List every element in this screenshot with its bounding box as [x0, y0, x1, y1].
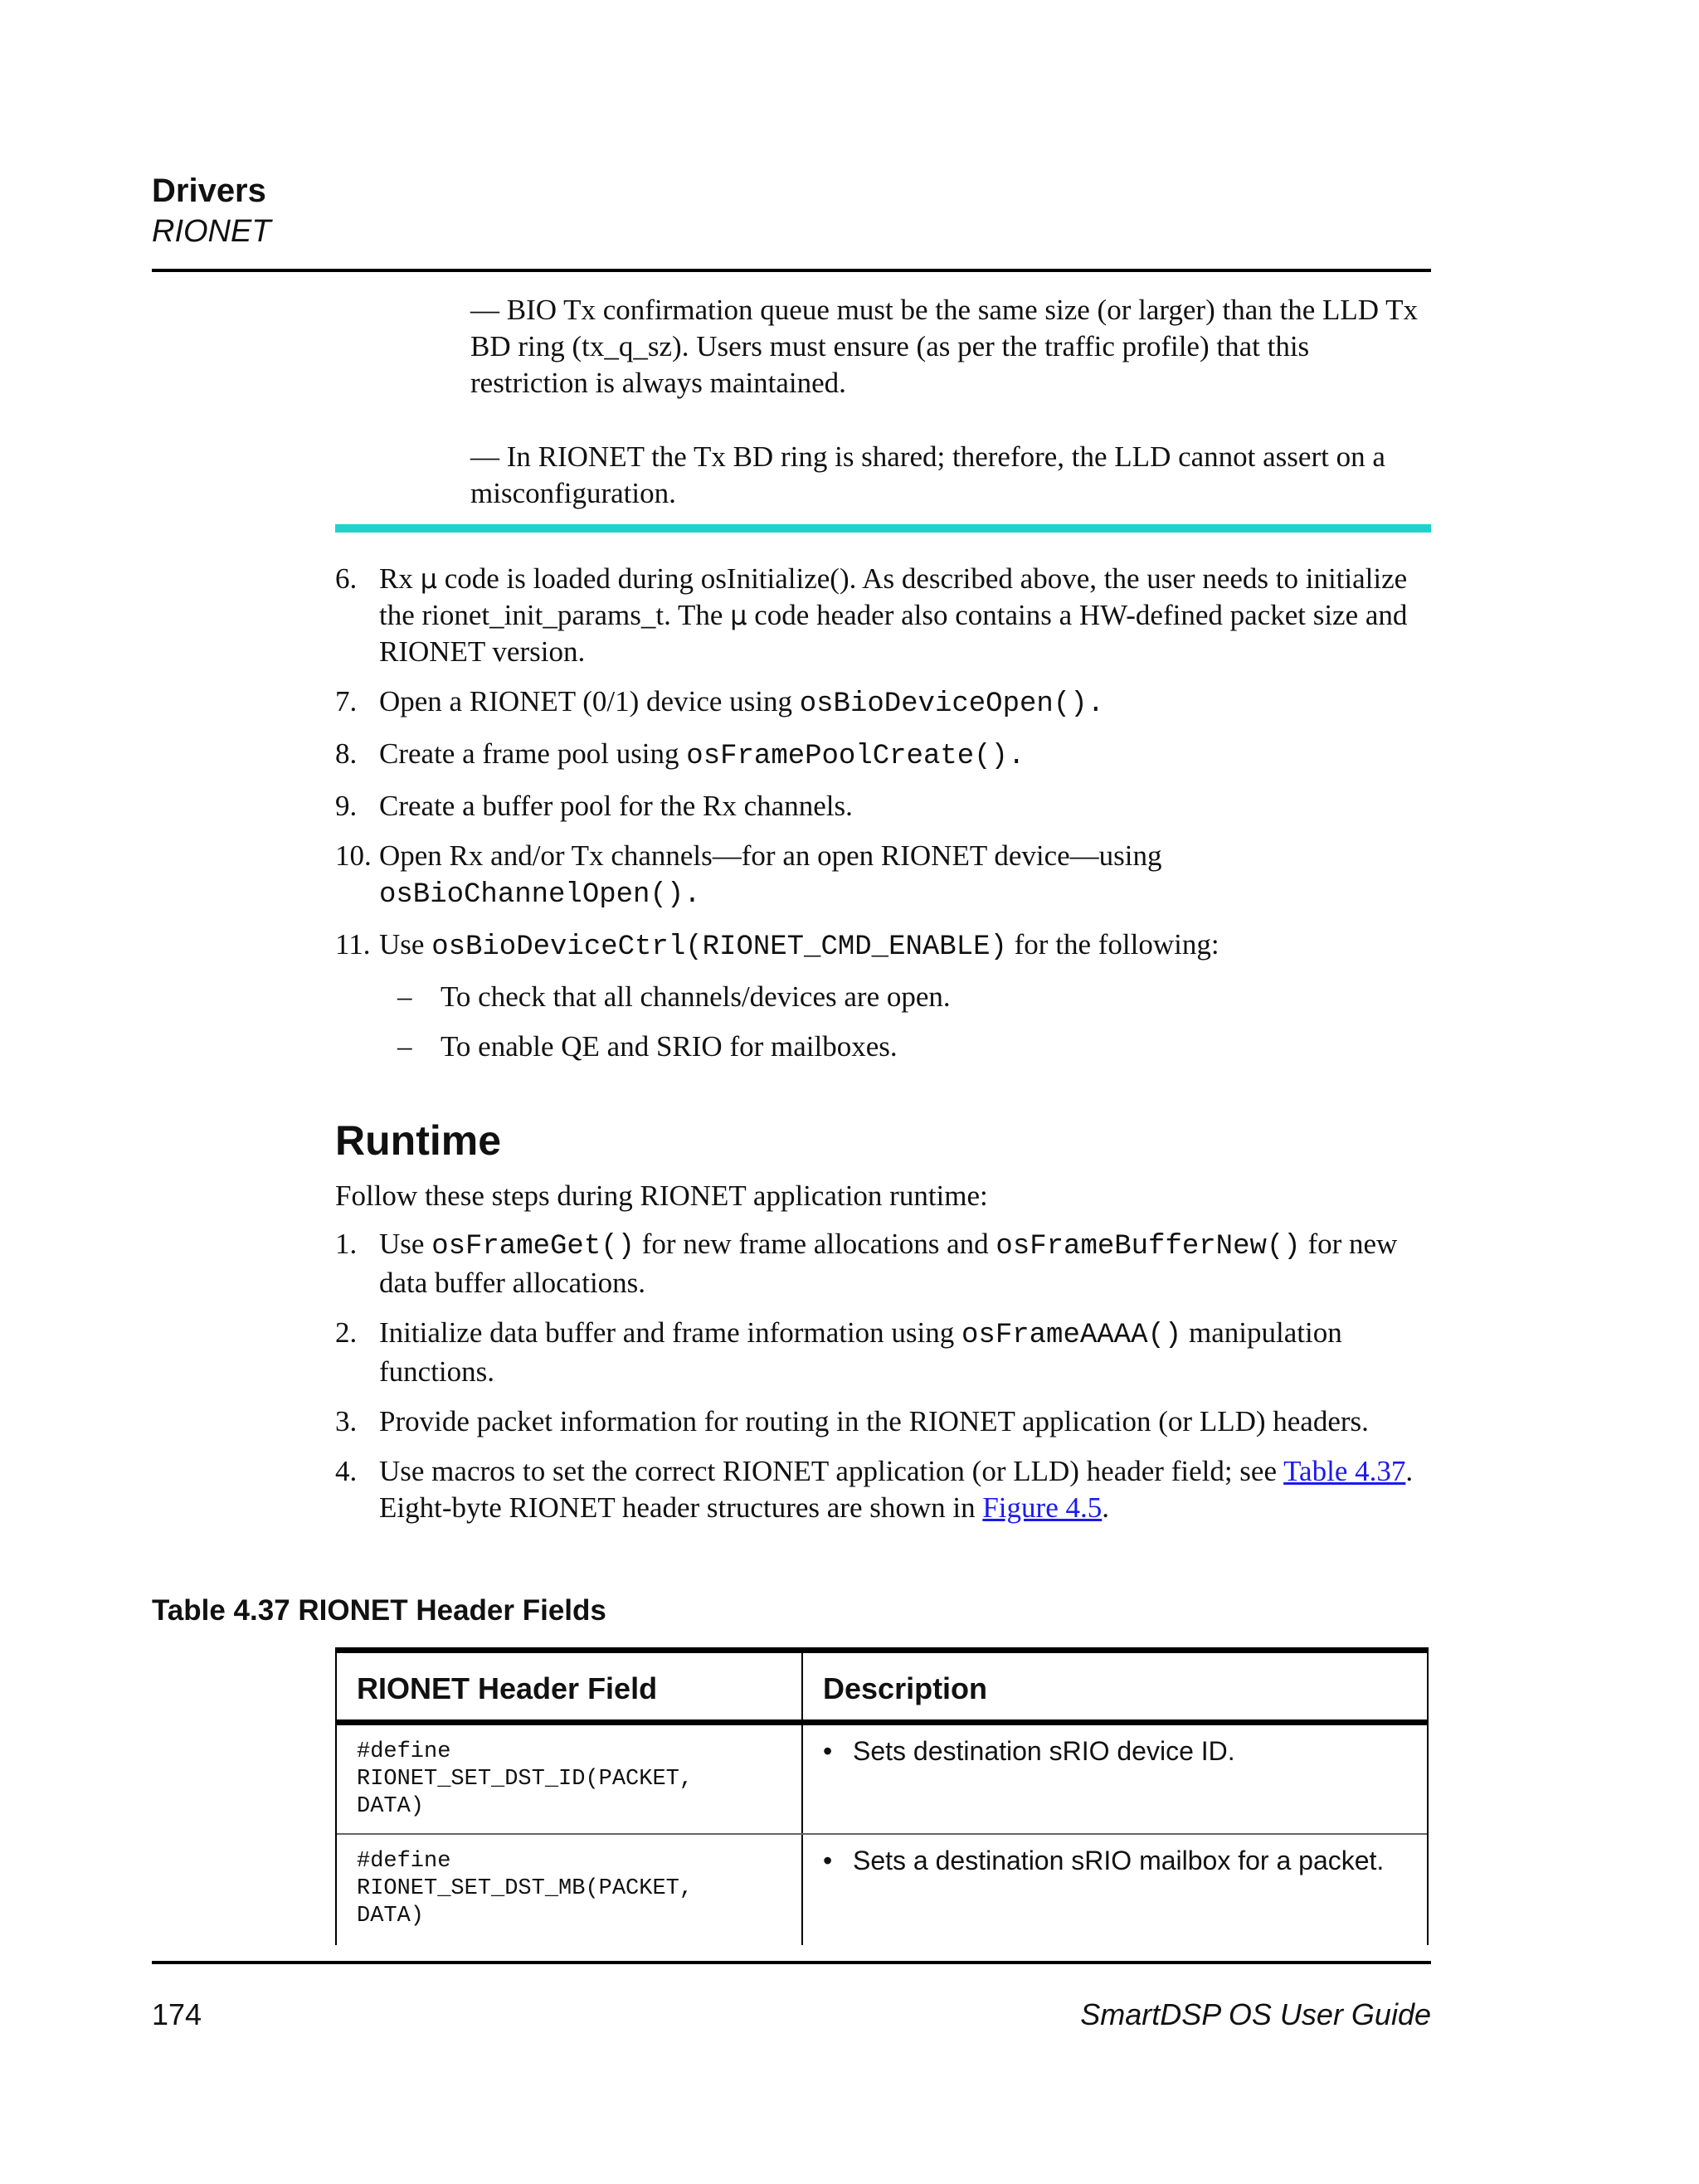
mu-symbol: µ: [420, 563, 437, 595]
step-text: code header also contains a HW-defined packet size and RIONET version.: [379, 599, 1408, 668]
sub-item-text: To check that all channels/devices are open.: [441, 980, 951, 1013]
code-identifier: osFramePoolCreate().: [686, 741, 1025, 772]
note-line-2: — In RIONET the Tx BD ring is shared; therefore, the LLD cannot assert on a misconfiguration.: [470, 440, 1385, 509]
code-identifier: osBioChannelOpen().: [379, 879, 701, 911]
step-number: 3.: [335, 1405, 358, 1437]
step-text: Open Rx and/or Tx channels—for an open RIONET device—using: [379, 839, 1162, 872]
table-caption: Table 4.37 RIONET Header Fields: [152, 1594, 606, 1627]
column-header: RIONET Header Field: [337, 1653, 803, 1719]
note-line-1: — BIO Tx confirmation queue must be the same size (or larger) than the LLD Tx BD ring (tx_q_sz). Users must ensure (as per the traffic profile) that this restriction is always maintained.: [470, 294, 1419, 399]
step-text: Use: [379, 928, 432, 961]
table-header-rule: [335, 1719, 1429, 1725]
step-text: Provide packet information for routing in the RIONET application (or LLD) headers.: [379, 1405, 1369, 1437]
field-cell: [337, 1725, 803, 1833]
step-text: Create a buffer pool for the Rx channels.: [379, 790, 853, 822]
field-line: DATA): [357, 1794, 425, 1819]
step-number: 8.: [335, 737, 358, 770]
table-top-rule: [335, 1647, 1429, 1653]
description-cell: [803, 1725, 1427, 1833]
sub-list-item: [335, 979, 1439, 1015]
list-item: [335, 1403, 1439, 1440]
dash-marker: –: [397, 980, 412, 1013]
list-item: [335, 683, 1439, 722]
subsection-title: RIONET: [152, 214, 271, 249]
list-item: [335, 838, 1439, 913]
code-identifier: osFrameGet(): [431, 1231, 635, 1262]
section-title: Drivers: [152, 173, 266, 209]
step-text: for the following:: [1006, 928, 1219, 961]
mu-symbol: µ: [730, 600, 747, 631]
bullet-marker: •: [823, 1846, 833, 1875]
document-title: SmartDSP OS User Guide: [1080, 1997, 1431, 2031]
step-number: 4.: [335, 1455, 358, 1487]
step-text: Initialize data buffer and frame information using: [379, 1316, 962, 1349]
bullet-marker: •: [823, 1736, 833, 1766]
runtime-intro: Follow these steps during RIONET application runtime:: [335, 1180, 988, 1212]
page-number: 174: [152, 1997, 202, 2031]
step-text: for new frame allocations and: [635, 1228, 996, 1260]
note-end-rule: [335, 524, 1431, 533]
field-line: DATA): [357, 1904, 425, 1929]
sub-list-item: [335, 1029, 1439, 1065]
list-item: [335, 1226, 1439, 1301]
step-text: Create a frame pool using: [379, 737, 687, 770]
description-text: Sets destination sRIO device ID.: [853, 1736, 1235, 1766]
list-item: [335, 788, 1439, 824]
list-item: [335, 561, 1439, 670]
code-identifier: osFrameAAAA(): [961, 1320, 1182, 1351]
table-header-row: [335, 1653, 1429, 1719]
dash-marker: –: [397, 1030, 412, 1063]
sub-item-text: To enable QE and SRIO for mailboxes.: [441, 1030, 898, 1063]
step-number: 11.: [335, 928, 371, 961]
init-steps-list: [335, 561, 1439, 1078]
step-text: .: [1102, 1491, 1109, 1524]
step-text: Use macros to set the correct RIONET application (or LLD) header field; see: [379, 1455, 1284, 1487]
list-item: [335, 927, 1439, 966]
step-text: . Eight-byte RIONET header structures are shown in: [379, 1455, 1414, 1524]
step-text: Open a RIONET (0/1) device using: [379, 685, 800, 717]
field-line: RIONET_SET_DST_ID(PACKET,: [357, 1767, 694, 1792]
step-text: code is loaded during osInitialize(). As described above, the user needs to initialize the rionet_init_params_t. The: [379, 562, 1408, 631]
field-cell: [337, 1835, 803, 1945]
step-text: Use: [379, 1228, 432, 1260]
footer-rule: [152, 1961, 1431, 1964]
header-rule: [152, 269, 1431, 272]
list-item: [335, 736, 1439, 775]
field-line: RIONET_SET_DST_MB(PACKET,: [357, 1876, 694, 1901]
step-text: for new data buffer allocations.: [379, 1228, 1398, 1299]
code-identifier: osBioDeviceOpen().: [799, 688, 1104, 720]
table-row: [335, 1725, 1429, 1833]
figure-link[interactable]: Figure 4.5: [982, 1491, 1103, 1524]
step-text: manipulation functions.: [379, 1316, 1342, 1388]
field-line: #define: [357, 1739, 451, 1764]
field-line: #define: [357, 1849, 451, 1874]
step-number: 9.: [335, 790, 358, 822]
table-link[interactable]: Table 4.37: [1283, 1455, 1406, 1487]
list-item: [335, 1315, 1439, 1390]
code-identifier: osFrameBufferNew(): [996, 1231, 1301, 1262]
description-cell: [803, 1835, 1427, 1945]
step-number: 7.: [335, 685, 358, 717]
code-identifier: osBioDeviceCtrl(RIONET_CMD_ENABLE): [431, 931, 1007, 963]
step-number: 1.: [335, 1228, 358, 1260]
header-fields-table: [335, 1647, 1429, 1945]
runtime-heading: Runtime: [335, 1117, 501, 1164]
step-number: 6.: [335, 562, 358, 595]
step-number: 10.: [335, 839, 372, 872]
table-row: [335, 1835, 1429, 1945]
column-header: Description: [823, 1671, 988, 1705]
list-item: [335, 1453, 1439, 1526]
description-text: Sets a destination sRIO mailbox for a packet.: [853, 1846, 1385, 1875]
step-text: Rx: [379, 562, 421, 595]
runtime-steps-list: [335, 1226, 1439, 1540]
step-number: 2.: [335, 1316, 358, 1349]
